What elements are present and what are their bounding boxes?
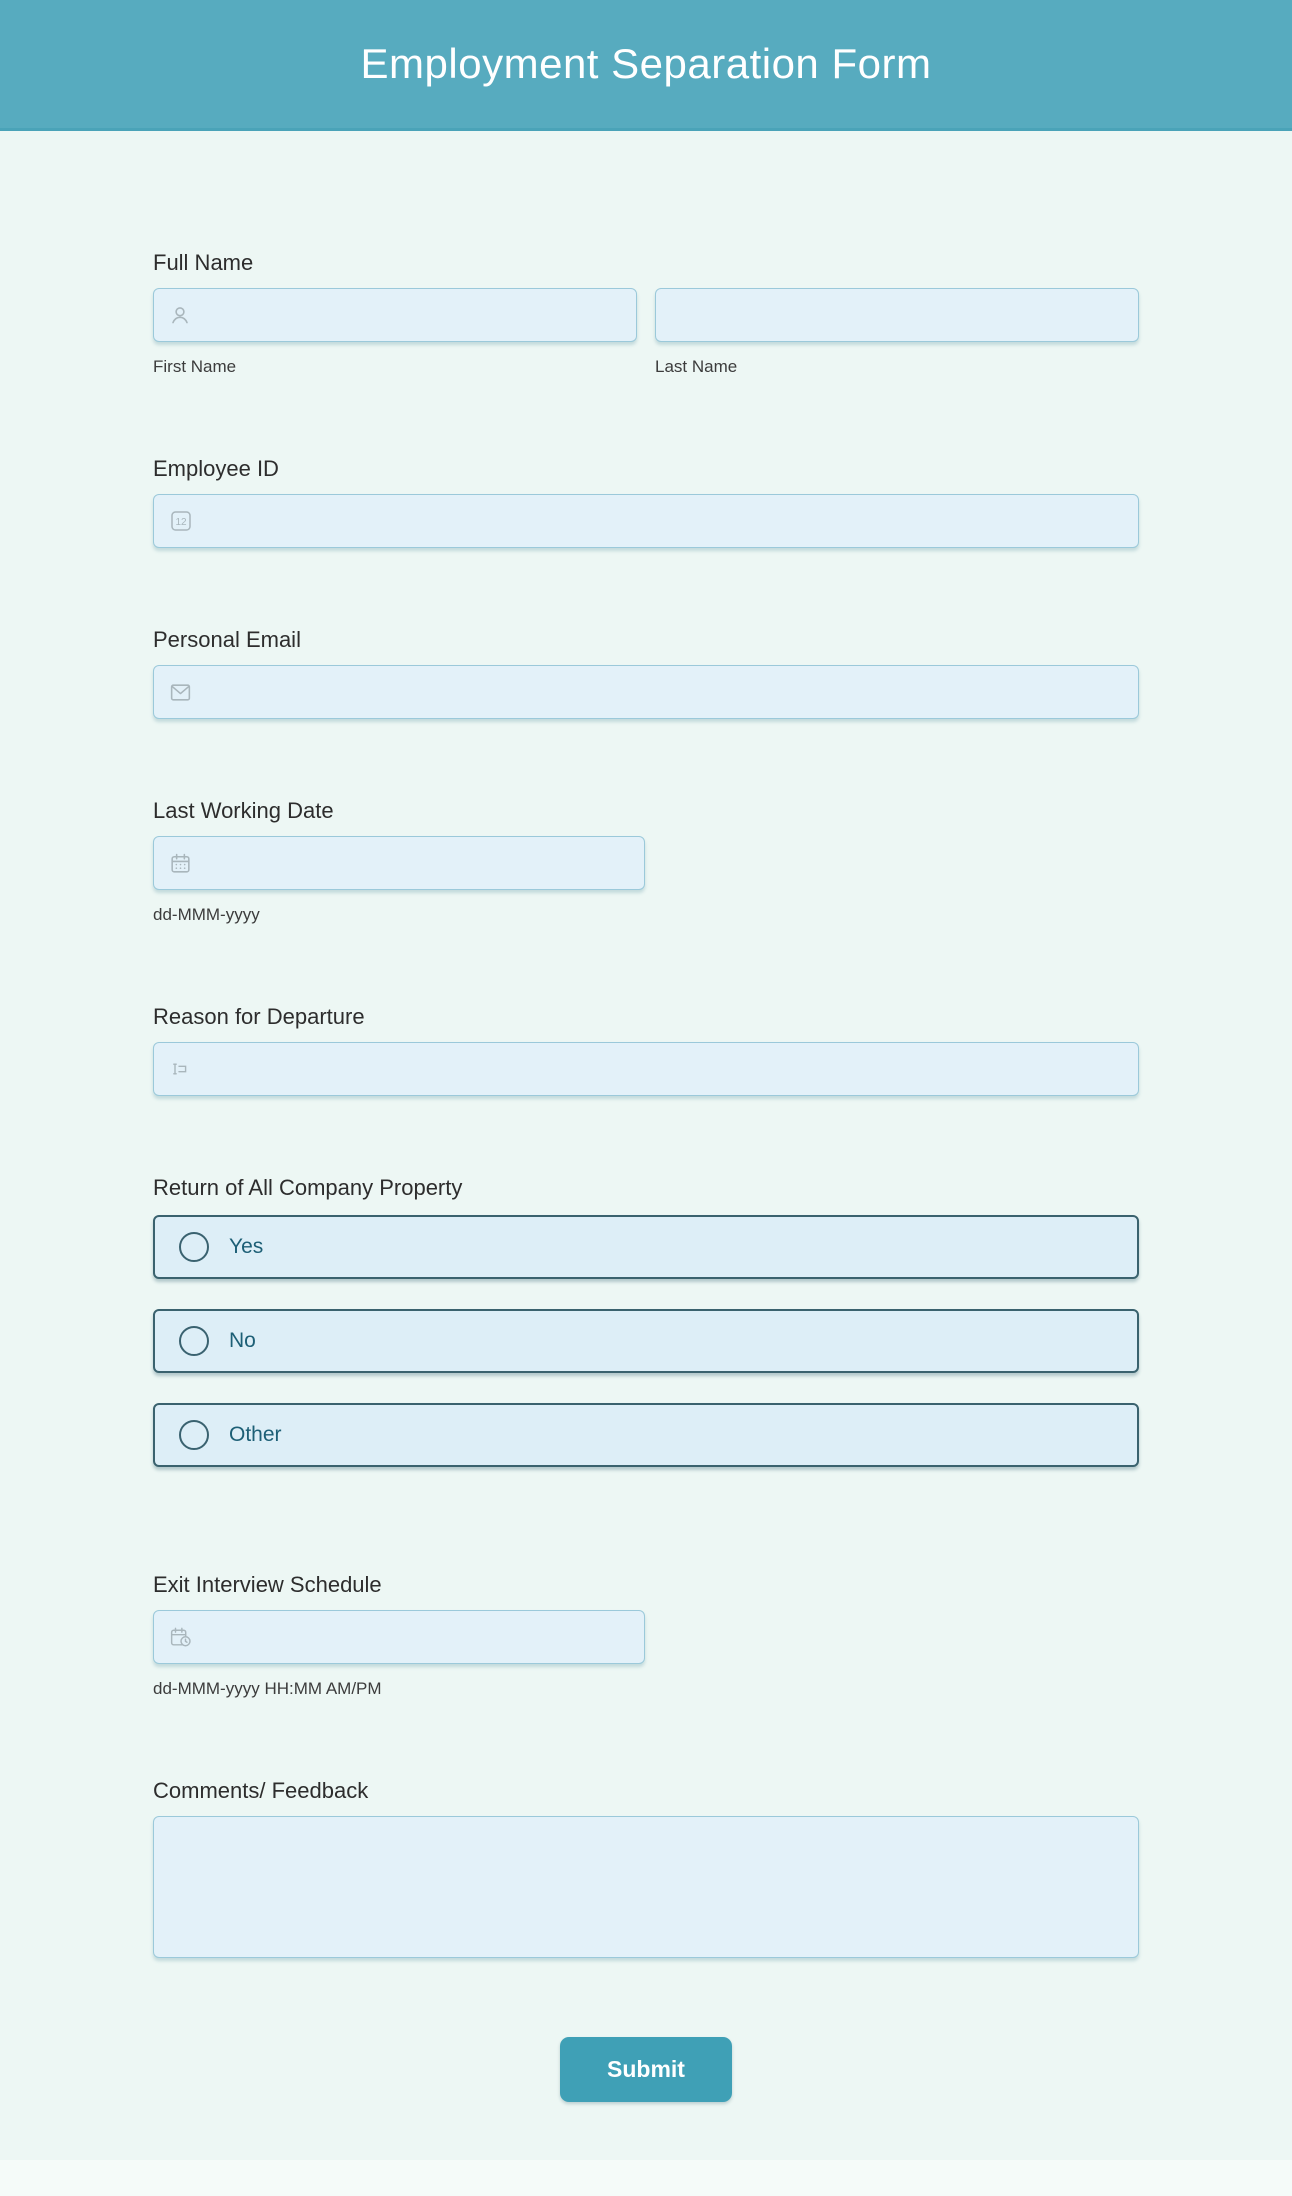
employee-id-input[interactable] — [153, 494, 1139, 548]
calendar-clock-icon — [168, 1625, 193, 1650]
field-employee-id — [153, 456, 1139, 548]
last-name-sublabel: Last Name — [655, 357, 738, 376]
number-badge-icon — [168, 508, 194, 534]
radio-button-icon[interactable] — [179, 1326, 209, 1356]
comments-label: Comments/ Feedback — [153, 1778, 369, 1803]
submit-button[interactable]: Submit — [560, 2037, 732, 2102]
field-personal-email — [153, 627, 1139, 719]
last-working-date-input[interactable] — [153, 836, 645, 890]
radio-button-icon[interactable] — [179, 1420, 209, 1450]
svg-text:12: 12 — [175, 517, 187, 528]
radio-button-icon[interactable] — [179, 1232, 209, 1262]
field-exit-interview — [153, 1572, 1139, 1699]
field-last-working-date — [153, 798, 1139, 925]
field-comments — [153, 1778, 1139, 1958]
text-cursor-icon — [168, 1057, 192, 1081]
company-property-option-no[interactable] — [153, 1309, 1139, 1373]
calendar-icon — [168, 851, 193, 876]
reason-for-departure-label: Reason for Departure — [153, 1004, 365, 1029]
last-name-input[interactable] — [655, 288, 1139, 342]
full-name-label: Full Name — [153, 250, 254, 275]
field-company-property — [153, 1175, 1139, 1467]
field-full-name — [153, 250, 1139, 377]
last-working-date-label: Last Working Date — [153, 798, 334, 823]
envelope-icon — [168, 680, 193, 705]
form-header — [0, 0, 1292, 131]
person-icon — [168, 303, 192, 327]
reason-for-departure-input[interactable] — [153, 1042, 1139, 1096]
exit-interview-input[interactable] — [153, 1610, 645, 1664]
personal-email-label: Personal Email — [153, 627, 301, 652]
employee-id-label: Employee ID — [153, 456, 279, 481]
option-label-no: No — [229, 1329, 256, 1352]
company-property-option-other[interactable] — [153, 1403, 1139, 1467]
option-label-other: Other — [229, 1423, 282, 1446]
option-label-yes: Yes — [229, 1235, 264, 1258]
exit-interview-label: Exit Interview Schedule — [153, 1572, 382, 1597]
first-name-sublabel: First Name — [153, 357, 237, 376]
field-reason-for-departure — [153, 1004, 1139, 1096]
company-property-option-yes[interactable] — [153, 1215, 1139, 1279]
first-name-input[interactable] — [153, 288, 637, 342]
exit-interview-format-hint: dd-MMM-yyyy HH:MM AM/PM — [153, 1679, 382, 1698]
submit-row — [153, 2037, 1139, 2102]
comments-textarea[interactable] — [153, 1816, 1139, 1958]
footer-strip — [0, 2160, 1292, 2196]
form-body — [153, 131, 1139, 2102]
personal-email-input[interactable] — [153, 665, 1139, 719]
last-working-date-format-hint: dd-MMM-yyyy — [153, 905, 260, 924]
company-property-label: Return of All Company Property — [153, 1175, 463, 1200]
page-title: Employment Separation Form — [360, 40, 932, 87]
